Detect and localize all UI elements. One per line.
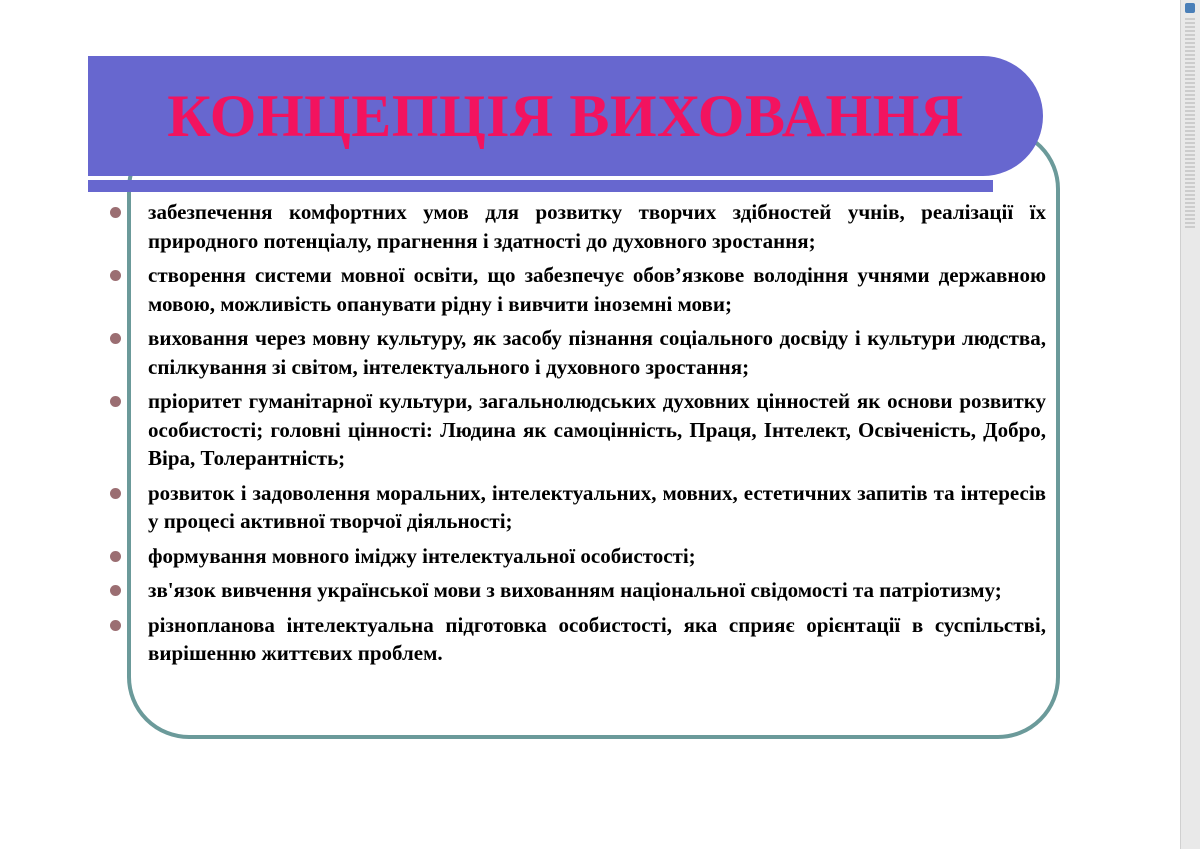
list-item	[148, 576, 1046, 605]
list-item	[148, 542, 1046, 571]
list-item	[148, 198, 1046, 255]
bullet-icon	[110, 333, 121, 344]
list-item-text: пріоритет гуманітарної культури, загальнолюдських духовних цінностей як основи розвитку особистості; головні цінності: Людина як самоцінність, Праця, Інтелект, Освіченість, Добро, Віра, Толерантність;	[148, 389, 1046, 470]
list-item-text: виховання через мовну культуру, як засобу пізнання соціального досвіду і культури людства, спілкування зі світом, інтелектуального і духовного зростання;	[148, 326, 1046, 379]
list-item	[148, 387, 1046, 473]
bullet-icon	[110, 488, 121, 499]
app-icon[interactable]	[1185, 3, 1195, 13]
list-item	[148, 611, 1046, 668]
slide-title: КОНЦЕПЦІЯ ВИХОВАННЯ	[167, 82, 964, 149]
bullet-icon	[110, 585, 121, 596]
bullet-icon	[110, 207, 121, 218]
list-item-text: забезпечення комфортних умов для розвитку творчих здібностей учнів, реалізації їх природного потенціалу, прагнення і здатності до духовного зростання;	[148, 200, 1046, 253]
sidebar-fine-print	[1185, 18, 1195, 228]
list-item-text: розвиток і задоволення моральних, інтелектуальних, мовних, естетичних запитів та інтересів у процесі активної творчої діяльності;	[148, 480, 1046, 533]
list-item-text: створення системи мовної освіти, що забезпечує обов’язкове володіння учнями державною мовою, можливість опанувати рідну і вивчити іноземні мови;	[148, 263, 1046, 316]
bullet-icon	[110, 551, 121, 562]
list-item	[148, 479, 1046, 536]
bullet-icon	[110, 270, 121, 281]
viewer-sidebar[interactable]	[1180, 0, 1200, 849]
list-item-text: різнопланова інтелектуальна підготовка особистості, яка сприяє орієнтації в суспільстві, вирішенню життєвих проблем.	[148, 612, 1046, 665]
list-item	[148, 324, 1046, 381]
bullet-icon	[110, 396, 121, 407]
list-item-text: зв'язок вивчення української мови з вихованням національної свідомості та патріотизму;	[148, 578, 1002, 602]
bullet-list	[148, 198, 1046, 674]
list-item	[148, 261, 1046, 318]
list-item-text: формування мовного іміджу інтелектуальної особистості;	[148, 543, 696, 568]
banner-underline	[88, 180, 993, 192]
bullet-icon	[110, 620, 121, 631]
